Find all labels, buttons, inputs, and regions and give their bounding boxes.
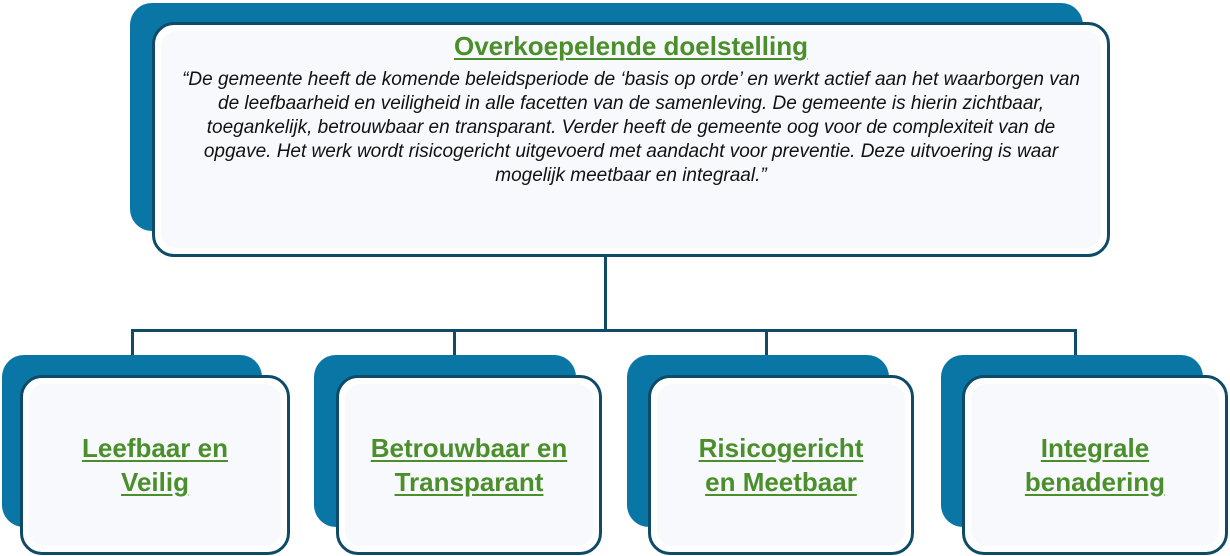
main-goal-quote: “De gemeente heeft de komende beleidsperiode de ‘basis op orde’ en werkt actief aan het waarborgen van de leefbaarheid en veiligheid in alle facetten van de samenleving. De gemeente is hierin zichtbaar, toegankelijk, betrouwbaar en transparant. Verder heeft de gemeente oog voor de complexiteit van de opgave. Het werk wordt risicogericht uitgevoerd met aandacht voor preventie. Deze uitvoering is waar mogelijk meetbaar en integraal.”	[182, 69, 1080, 186]
pillar-card-1	[20, 375, 290, 555]
pillar-title-2: Betrouwbaar en Transparant	[370, 433, 568, 497]
connector-trunk	[604, 255, 607, 331]
pillar-title-1: Leefbaar en Veilig	[82, 433, 228, 497]
connector-drop-3	[765, 329, 768, 355]
connector-drop-2	[453, 329, 456, 355]
connector-drop-4	[1074, 329, 1077, 355]
pillar-title-3: Risicogericht en Meetbaar	[698, 433, 864, 497]
pillar-card-4	[962, 375, 1228, 555]
main-goal-card	[152, 22, 1110, 257]
connector-bar	[131, 329, 1077, 332]
pillar-card-3	[648, 375, 914, 555]
connector-drop-1	[131, 329, 134, 355]
main-goal-title: Overkoepelende doelstelling	[454, 31, 808, 61]
pillar-title-4: Integrale benadering	[1024, 433, 1166, 497]
pillar-card-2	[336, 375, 602, 555]
